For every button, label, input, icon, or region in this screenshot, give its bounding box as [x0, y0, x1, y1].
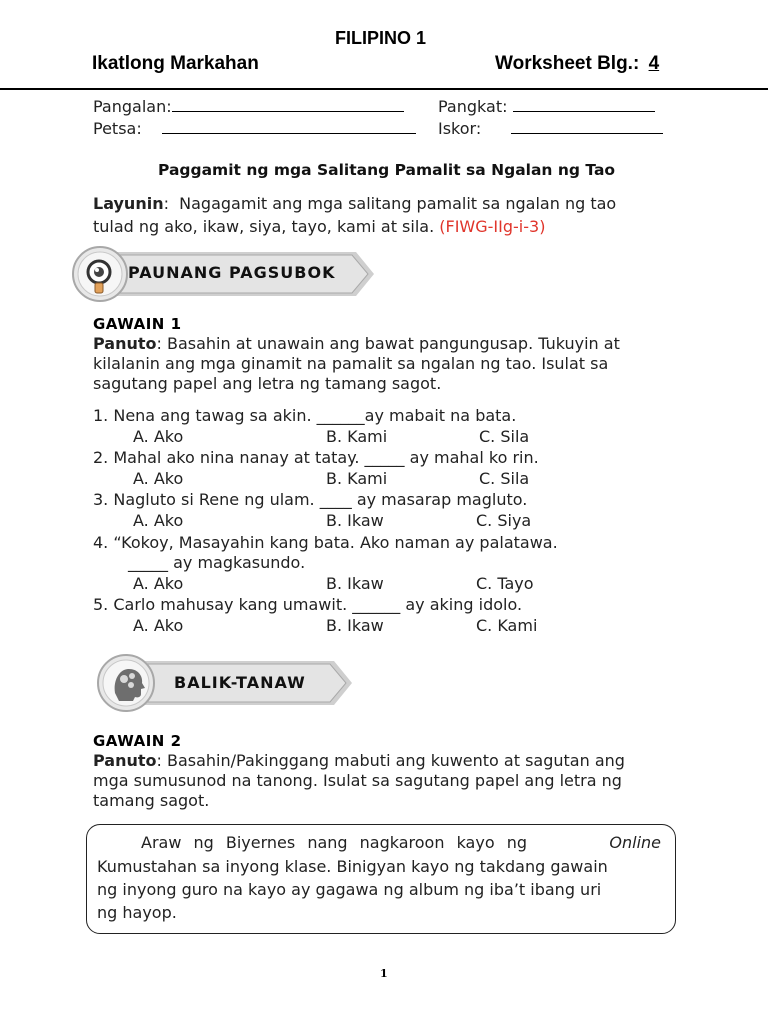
story-text-1: Araw ng Biyernes nang nagkaroon kayo ng	[141, 833, 527, 852]
name-line[interactable]	[172, 97, 404, 112]
activity-2-title: GAWAIN 2	[93, 732, 182, 750]
choice-2b[interactable]: B. Kami	[326, 469, 388, 488]
story-box	[86, 824, 676, 934]
date-field	[93, 119, 416, 138]
activity-2-directions	[93, 751, 693, 811]
choice-3b[interactable]: B. Ikaw	[326, 511, 384, 530]
question-5: 5. Carlo mahusay kang umawit. ______ ay aking idolo.	[93, 595, 523, 614]
section-label-review: BALIK-TANAW	[174, 673, 306, 692]
objective-text-1: Nagagamit ang mga salitang pamalit sa ngalan ng tao	[179, 194, 617, 213]
choice-5a[interactable]: A. Ako	[133, 616, 184, 635]
group-field	[438, 97, 655, 116]
story-line-3: ng inyong guro na kayo ay gagawa ng album ng iba’t ibang uri	[97, 880, 602, 899]
score-label: Iskor:	[438, 119, 482, 138]
directions-2-line-1: : Basahin/Pakinggang mabuti ang kuwento at sagutan ang	[156, 751, 625, 770]
question-4-continuation: _____ ay magkasundo.	[128, 553, 306, 572]
directions-label-2: Panuto	[93, 751, 157, 770]
directions-1-line-3: sagutang papel ang letra ng tamang sagot.	[93, 374, 442, 393]
head-gears-icon	[109, 663, 145, 707]
magnifier-icon	[82, 257, 118, 301]
objective	[93, 194, 693, 237]
subject-title: FILIPINO 1	[335, 28, 427, 48]
choice-5c[interactable]: C. Kami	[476, 616, 538, 635]
section-banner-review	[94, 650, 356, 716]
choice-4a[interactable]: A. Ako	[133, 574, 184, 593]
choice-3c[interactable]: C. Siya	[476, 511, 532, 530]
competency-code: (FIWG-IIg-i-3)	[439, 217, 546, 236]
story-line-2: Kumustahan sa inyong klase. Binigyan kayo ng takdang gawain	[97, 857, 608, 876]
objective-line-1: Layunin: Nagagamit ang mga salitang pamalit sa ngalan ng tao	[93, 194, 617, 213]
activity-1-directions	[93, 334, 693, 394]
choice-2a[interactable]: A. Ako	[133, 469, 184, 488]
question-2: 2. Mahal ako nina nanay at tatay. _____ ay mahal ko rin.	[93, 448, 539, 467]
date-line[interactable]	[162, 119, 416, 134]
section-label-pretest: PAUNANG PAGSUBOK	[128, 263, 336, 282]
worksheet-label-text: Worksheet Blg.:	[495, 53, 640, 74]
name-field	[93, 97, 404, 116]
choice-1b[interactable]: B. Kami	[326, 427, 388, 446]
directions-2-line-2: mga sumusunod na tanong. Isulat sa sagutang papel ang letra ng	[93, 771, 622, 790]
section-banner-pretest	[68, 243, 378, 307]
page-number: 1	[380, 967, 388, 980]
directions-2-line-3: tamang sagot.	[93, 791, 210, 810]
directions-1-line-2: kilalanin ang mga ginamit na pamalit sa ngalan ng tao. Isulat sa	[93, 354, 609, 373]
story-line-4: ng hayop.	[97, 903, 177, 922]
choice-1a[interactable]: A. Ako	[133, 427, 184, 446]
header-rule	[0, 88, 768, 90]
date-label: Petsa:	[93, 119, 142, 138]
story-online-word: Online	[609, 833, 661, 852]
group-label: Pangkat:	[438, 97, 508, 116]
question-4: 4. “Kokoy, Masayahin kang bata. Ako naman ay palatawa.	[93, 533, 558, 552]
story-line-1	[141, 833, 661, 853]
objective-line-2	[93, 217, 693, 237]
score-field	[438, 119, 663, 138]
choice-5b[interactable]: B. Ikaw	[326, 616, 384, 635]
score-line[interactable]	[511, 119, 663, 134]
name-label: Pangalan:	[93, 97, 172, 116]
choice-4c[interactable]: C. Tayo	[476, 574, 534, 593]
choice-4b[interactable]: B. Ikaw	[326, 574, 384, 593]
lesson-title: Paggamit ng mga Salitang Pamalit sa Ngalan ng Tao	[158, 161, 616, 179]
question-1: 1. Nena ang tawag sa akin. ______ay mabait na bata.	[93, 406, 517, 425]
objective-text-2: tulad ng ako, ikaw, siya, tayo, kami at sila.	[93, 217, 435, 236]
activity-1-title: GAWAIN 1	[93, 315, 182, 333]
worksheet-label	[495, 53, 659, 75]
directions-1-line-1: : Basahin at unawain ang bawat pangungusap. Tukuyin at	[156, 334, 620, 353]
worksheet-number: 4	[648, 53, 660, 74]
question-3: 3. Nagluto si Rene ng ulam. ____ ay masarap magluto.	[93, 490, 528, 509]
objective-label: Layunin	[93, 194, 164, 213]
quarter-label: Ikatlong Markahan	[92, 53, 259, 74]
choice-2c[interactable]: C. Sila	[479, 469, 530, 488]
choice-3a[interactable]: A. Ako	[133, 511, 184, 530]
choice-1c[interactable]: C. Sila	[479, 427, 530, 446]
directions-label-1: Panuto	[93, 334, 157, 353]
group-line[interactable]	[513, 97, 655, 112]
